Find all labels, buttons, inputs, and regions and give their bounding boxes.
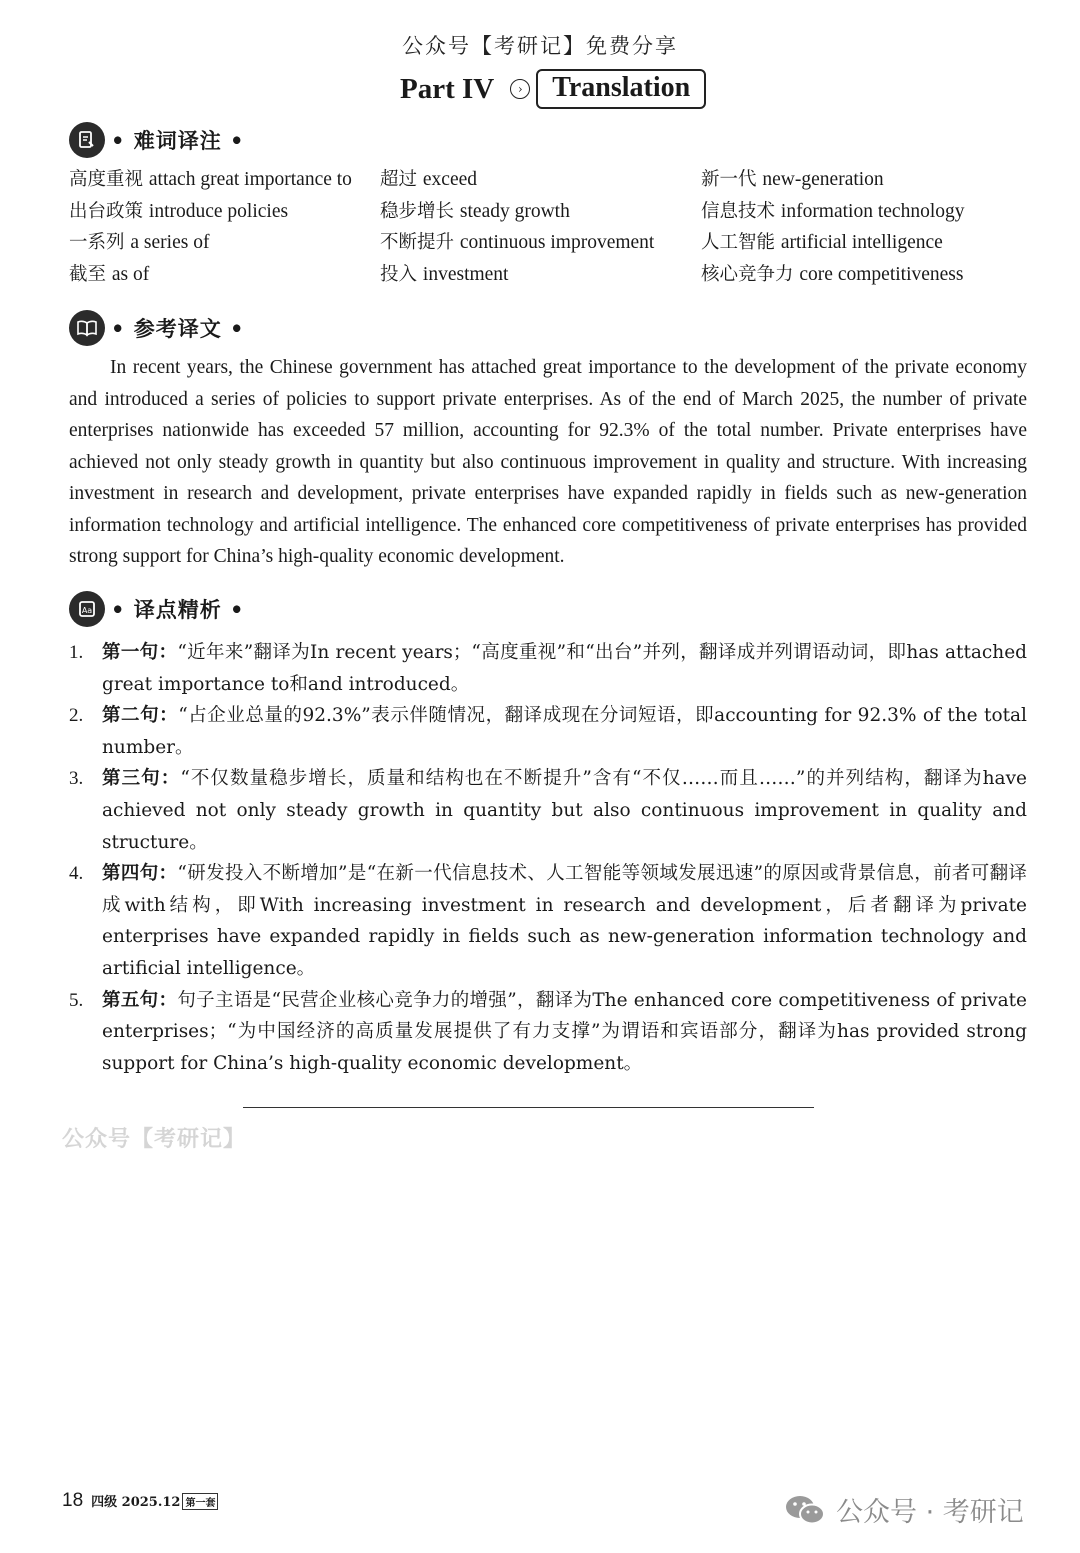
analysis-item-lead: 第四句： bbox=[102, 863, 178, 885]
vocab-en: core competitiveness bbox=[799, 264, 964, 286]
vocab-entry bbox=[701, 227, 943, 259]
analysis-item bbox=[69, 858, 1027, 984]
vocab-en: exceed bbox=[422, 169, 478, 190]
vocab-row bbox=[69, 164, 1029, 196]
analysis-item-body bbox=[102, 637, 1027, 700]
analysis-item-text: “不仅数量稳步增长，质量和结构也在不断提升”含有“不仅……而且……”的并列结构，翻译为have achieved not only steady growth in quantity but also continuous improvement in quality and structure。 bbox=[102, 768, 1027, 853]
vocab-section-title: • 难词译注 • bbox=[111, 128, 245, 153]
vocab-zh: 信息技术 bbox=[701, 200, 776, 222]
arrow-icon: › bbox=[510, 79, 530, 99]
analysis-item-number: 5. bbox=[69, 989, 84, 1011]
vocab-section-heading bbox=[69, 121, 244, 159]
vocab-en: artificial intelligence bbox=[780, 232, 943, 254]
vocab-entry bbox=[69, 259, 380, 291]
vocab-zh: 出台政策 bbox=[69, 200, 144, 222]
analysis-item-number: 2. bbox=[69, 705, 84, 727]
vocab-entry bbox=[701, 196, 965, 228]
analysis-item-text: “占企业总量的92.3%”表示伴随情况，翻译成现在分词短语，即accounting for 92.3% of the total number。 bbox=[102, 705, 1027, 758]
analysis-item-text: “研发投入不断增加”是“在新一代信息技术、人工智能等领域发展迅速”的原因或背景信息，前者可翻译成with结构，即With increasing investment in research and development，后者翻译为private enterprises have expanded rapidly in fields such as new-generation information technology and artificial intelligence。 bbox=[102, 863, 1027, 979]
analysis-item-lead: 第五句： bbox=[102, 989, 178, 1011]
notes-icon bbox=[69, 122, 105, 158]
analysis-item-text: 句子主语是“民营企业核心竞争力的增强”，翻译为The enhanced core competitiveness of private enterprises；“为中国经济的高质量发展提供了有力支撑”为谓语和宾语部分，翻译为has provided strong support for China’s high-quality economic development。 bbox=[102, 989, 1027, 1074]
vocab-zh: 稳步增长 bbox=[380, 200, 455, 222]
watermark-left: 公众号【考研记】 bbox=[62, 1127, 247, 1152]
reference-paragraph: In recent years, the Chinese government has attached great importance to the development of the private economy and introduced a series of policies to support private enterprises. As of the end of March 2025, the number of private enterprises nationwide has exceeded 57 million, accounting for 92.3% of the total number. Private enterprises have achieved not only steady growth in quantity but also continuous improvement in quality and structure. With increasing investment in research and development, private enterprises have expanded rapidly in fields such as new-generation information technology and artificial intelligence. The enhanced core competitiveness of private enterprises has provided strong support for China’s high-quality economic development. bbox=[69, 357, 1027, 567]
vocab-en: new-generation bbox=[762, 169, 884, 190]
vocab-entry bbox=[701, 164, 884, 196]
part-label: Part IV bbox=[400, 72, 495, 105]
vocab-entry bbox=[380, 259, 701, 291]
page-footer bbox=[62, 1490, 218, 1512]
analysis-section-title: • 译点精析 • bbox=[111, 597, 245, 622]
analysis-section-heading bbox=[69, 590, 244, 628]
watermark-right-text: 公众号 · 考研记 bbox=[836, 1497, 1024, 1528]
vocab-en: attach great importance to bbox=[148, 169, 352, 190]
vocab-zh: 高度重视 bbox=[69, 169, 144, 190]
analysis-item-body bbox=[102, 763, 1027, 858]
reference-section-heading bbox=[69, 309, 244, 347]
footer-set-label: 第一套 bbox=[182, 1493, 218, 1510]
analysis-icon bbox=[69, 591, 105, 627]
vocab-entry bbox=[69, 227, 380, 259]
analysis-item-number: 3. bbox=[69, 768, 84, 790]
analysis-item bbox=[69, 985, 1027, 1080]
watermark-right bbox=[784, 1490, 1024, 1529]
analysis-item-text: “近年来”翻译为In recent years；“高度重视”和“出台”并列，翻译成并列谓语动词，即has attached great importance to和and introduced。 bbox=[102, 642, 1027, 695]
vocab-en: investment bbox=[422, 264, 509, 286]
analysis-item bbox=[69, 763, 1027, 858]
analysis-item-number: 4. bbox=[69, 863, 84, 885]
vocab-en: steady growth bbox=[459, 200, 570, 222]
vocab-entry bbox=[701, 259, 963, 291]
vocab-zh: 不断提升 bbox=[380, 232, 455, 254]
part-heading bbox=[400, 68, 706, 110]
vocab-en: a series of bbox=[130, 232, 210, 254]
vocab-row bbox=[69, 196, 1029, 228]
vocab-zh: 一系列 bbox=[69, 232, 125, 254]
vocab-zh: 核心竞争力 bbox=[701, 264, 794, 286]
vocab-en: introduce policies bbox=[148, 200, 289, 222]
vocab-zh: 超过 bbox=[380, 169, 418, 190]
analysis-list bbox=[69, 637, 1027, 1079]
part-title: Translation bbox=[536, 69, 706, 109]
vocab-table bbox=[69, 164, 1029, 291]
page-number: 18 bbox=[62, 1490, 84, 1511]
analysis-item-number: 1. bbox=[69, 642, 84, 663]
vocab-en: as of bbox=[111, 264, 150, 286]
vocab-entry bbox=[380, 164, 701, 196]
svg-text:Aa: Aa bbox=[81, 606, 93, 615]
vocab-zh: 新一代 bbox=[701, 169, 757, 190]
vocab-zh: 人工智能 bbox=[701, 232, 776, 254]
share-banner: 公众号【考研记】免费分享 bbox=[402, 34, 678, 58]
analysis-item-lead: 第二句： bbox=[102, 705, 179, 727]
wechat-icon bbox=[784, 1492, 826, 1528]
analysis-item-body bbox=[102, 985, 1027, 1080]
book-icon bbox=[69, 310, 105, 346]
analysis-item-lead: 第一句： bbox=[102, 642, 178, 663]
analysis-item bbox=[69, 700, 1027, 763]
analysis-item bbox=[69, 637, 1027, 700]
reference-section-title: • 参考译文 • bbox=[111, 316, 245, 341]
vocab-entry bbox=[69, 196, 380, 228]
vocab-zh: 投入 bbox=[380, 264, 418, 286]
vocab-row bbox=[69, 227, 1029, 259]
vocab-entry bbox=[380, 227, 701, 259]
footer-info: 四级 2025.12 bbox=[91, 1495, 181, 1510]
analysis-item-body bbox=[102, 700, 1027, 763]
vocab-en: information technology bbox=[780, 200, 965, 222]
analysis-item-body bbox=[102, 858, 1027, 984]
vocab-row bbox=[69, 259, 1029, 291]
vocab-entry bbox=[380, 196, 701, 228]
analysis-item-lead: 第三句： bbox=[102, 768, 181, 790]
vocab-zh: 截至 bbox=[69, 264, 107, 286]
vocab-en: continuous improvement bbox=[459, 232, 655, 254]
vocab-entry bbox=[69, 164, 380, 196]
divider bbox=[243, 1107, 814, 1108]
